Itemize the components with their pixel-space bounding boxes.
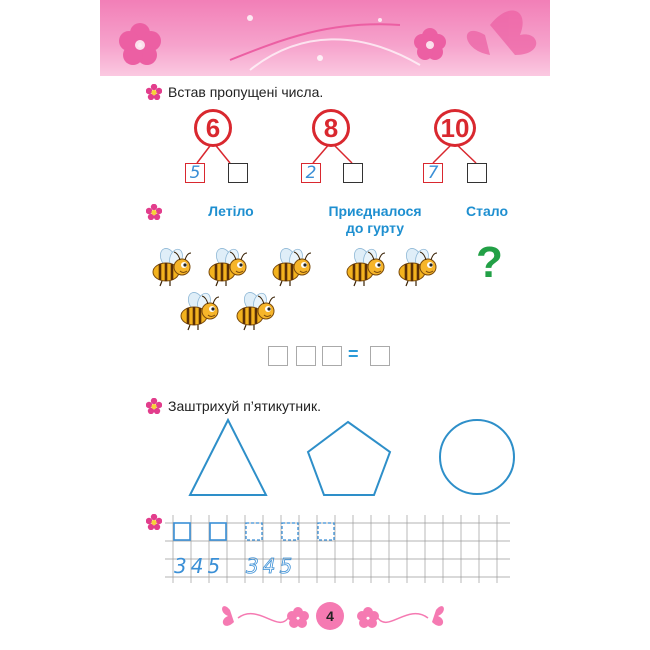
task3-instruction: Заштрихуй п’ятикутник. — [168, 398, 321, 414]
label-flew: Летіло — [208, 203, 254, 219]
equation-box-2[interactable] — [322, 346, 342, 366]
flower-bullet-icon — [146, 398, 162, 414]
answer-box-filled[interactable]: 2 — [301, 163, 321, 183]
question-mark: ? — [476, 238, 503, 287]
total-circle-8: 8 — [312, 109, 350, 147]
sample-numbers-solid: 345 — [174, 554, 225, 578]
equation-box-operator[interactable] — [296, 346, 316, 366]
sample-numbers-dashed: 345 — [246, 554, 297, 578]
equation-box-1[interactable] — [268, 346, 288, 366]
label-became: Стало — [465, 203, 508, 219]
circle-shape — [440, 420, 514, 494]
total-circle-6: 6 — [194, 109, 232, 147]
flower-bullet-icon — [146, 204, 162, 220]
label-joined-line2: до гурту — [345, 220, 405, 236]
shapes-row — [180, 410, 530, 510]
flower-bullet-icon — [146, 514, 162, 530]
answer-box-empty[interactable] — [343, 163, 363, 183]
total-circle-10: 10 — [434, 109, 476, 147]
label-joined — [315, 203, 435, 237]
answer-box-filled[interactable]: 5 — [185, 163, 205, 183]
triangle-shape — [190, 420, 266, 495]
answer-box-empty[interactable] — [467, 163, 487, 183]
flower-pattern — [100, 0, 550, 76]
page-number: 4 — [316, 602, 344, 630]
label-joined-line1: Приєдналося — [328, 203, 422, 219]
header-banner — [100, 0, 550, 76]
equation-box-result[interactable] — [370, 346, 390, 366]
task1-instruction: Встав пропущені числа. — [168, 84, 324, 100]
equals-sign: = — [348, 344, 359, 364]
pentagon-shape — [308, 422, 390, 495]
answer-box-empty[interactable] — [228, 163, 248, 183]
bees-illustration — [150, 240, 450, 340]
flower-bullet-icon — [146, 84, 162, 100]
answer-box-filled[interactable]: 7 — [423, 163, 443, 183]
